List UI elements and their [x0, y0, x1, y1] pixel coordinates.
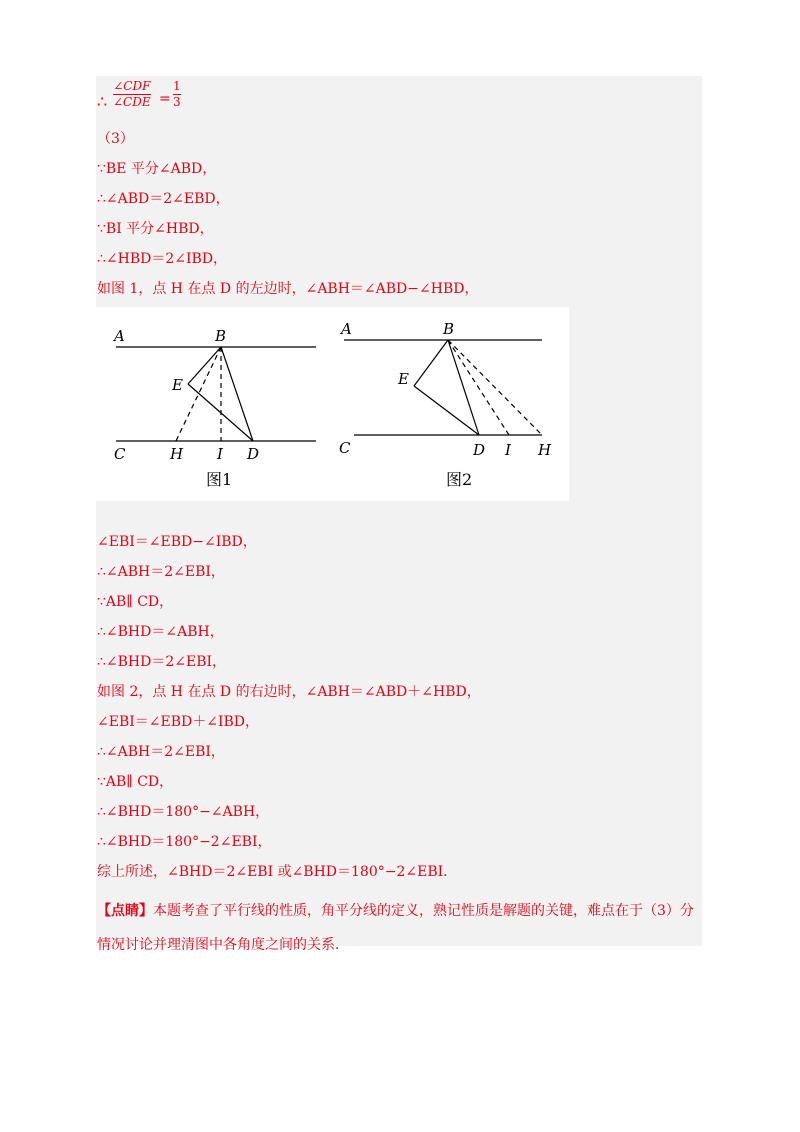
fraction-denominator: ∠CDE [113, 95, 151, 109]
label-h-2: H [538, 441, 552, 459]
solution-line: ∴∠BHD＝∠ABH， [97, 624, 224, 640]
key-point-tag: 【点睛】 [97, 903, 153, 919]
solution-line: ∠EBI＝∠EBD−∠IBD， [97, 534, 257, 550]
segment-be-2 [414, 340, 448, 386]
fraction-numerator-value: 1 [173, 79, 181, 93]
figure-2 [344, 340, 542, 435]
fraction-numerator: ∠CDF [113, 79, 151, 93]
figures-svg [96, 307, 569, 501]
figure-2-labels [339, 320, 552, 459]
segment-bi-dashed-2 [448, 340, 509, 435]
solution-line: ∵BE 平分∠ABD， [97, 161, 217, 177]
label-i-2: I [505, 441, 511, 459]
segment-be [188, 347, 221, 384]
label-a-2: A [341, 320, 352, 338]
label-b: B [215, 327, 227, 345]
value-fraction [173, 79, 181, 110]
segment-bd-2 [448, 340, 479, 435]
solution-line: ∴∠ABD＝2∠EBD， [97, 191, 230, 207]
segment-ed-2 [414, 386, 479, 435]
label-c-2: C [339, 439, 351, 457]
fraction-denominator-value: 3 [173, 95, 181, 109]
label-e: E [172, 376, 183, 394]
conclusion-line: 综上所述，∠BHD＝2∠EBI 或∠BHD＝180°−2∠EBI． [97, 864, 458, 880]
figure-2-caption: 图2 [446, 470, 473, 489]
label-i: I [217, 445, 223, 463]
key-point-note [97, 894, 701, 962]
solution-line: ∴∠ABH＝2∠EBI， [97, 744, 225, 760]
solution-line: 如图 1，点 H 在点 D 的左边时，∠ABH＝∠ABD−∠HBD， [97, 281, 479, 297]
label-b-2: B [443, 320, 455, 338]
label-d-2: D [473, 441, 486, 459]
therefore-symbol: ∴ [97, 92, 108, 111]
label-e-2: E [398, 370, 409, 388]
label-a: A [114, 327, 125, 345]
label-h: H [170, 445, 184, 463]
equals-sign: = [159, 91, 171, 107]
figure-1-caption: 图1 [206, 470, 233, 489]
solution-line: ∴∠BHD＝2∠EBI， [97, 654, 227, 670]
geometry-figures [96, 307, 569, 501]
key-point-text: 本题考查了平行线的性质，角平分线的定义，熟记性质是解题的关键，难点在于（3）分情况讨论并理清图中各角度之间的关系． [97, 903, 694, 953]
segment-bh-dashed-2 [448, 340, 542, 435]
solution-line: ∠EBI＝∠EBD＋∠IBD， [97, 714, 260, 730]
solution-line: ∴∠HBD＝2∠IBD， [97, 251, 228, 267]
solution-line: ∵AB∥ CD， [97, 594, 174, 610]
label-d: D [247, 445, 260, 463]
solution-line: 如图 2，点 H 在点 D 的右边时，∠ABH＝∠ABD＋∠HBD， [97, 684, 481, 700]
solution-line: ∵BI 平分∠HBD， [97, 221, 214, 237]
part-3-heading: （3） [97, 131, 134, 147]
solution-line: ∴∠BHD＝180°−∠ABH， [97, 804, 270, 820]
solution-line: ∴∠ABH＝2∠EBI， [97, 564, 225, 580]
angle-fraction [113, 79, 151, 110]
figure-1 [116, 347, 316, 441]
solution-line: ∴∠BHD＝180°−2∠EBI， [97, 834, 272, 850]
label-c: C [114, 445, 126, 463]
solution-line: ∵AB∥ CD， [97, 774, 174, 790]
